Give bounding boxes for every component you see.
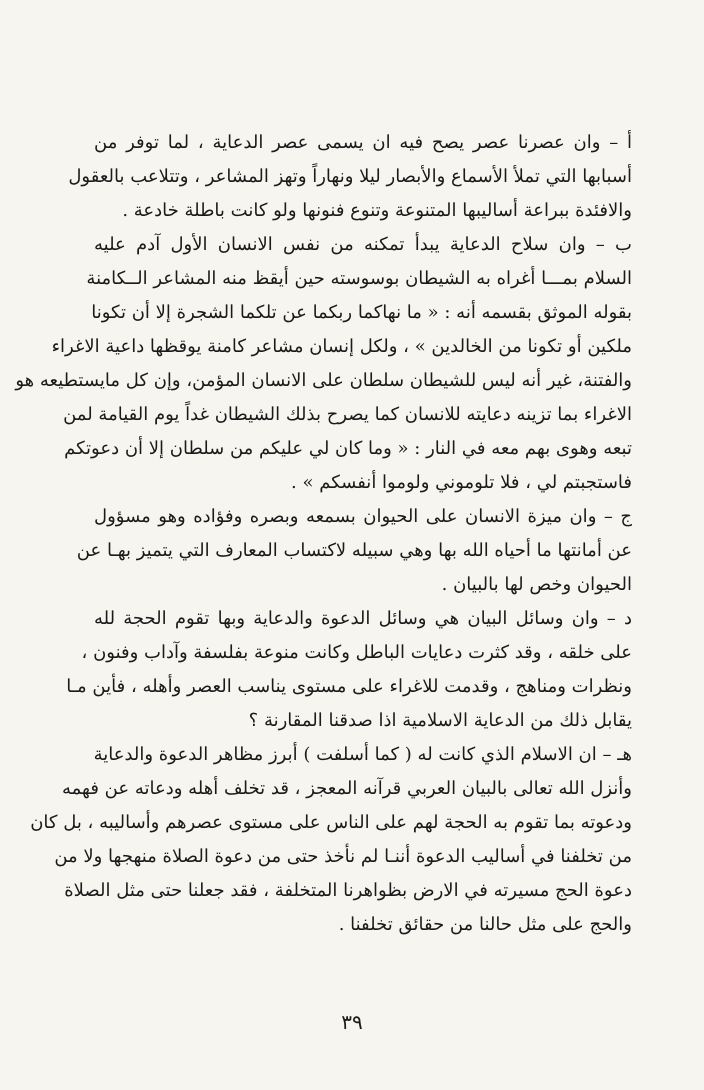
- paragraph-b: [15, 228, 632, 500]
- paragraph-line: يقابل ذلك من الدعاية الاسلامية اذا صدقنا المقارنة ؟: [248, 710, 632, 731]
- paragraph-line: على خلقه ، وقد كثرت دعايات الباطل وكانت منوعة بفلسفة وآداب وفنون ،: [81, 642, 632, 663]
- paragraph-a: [68, 126, 632, 228]
- paragraph-line: ب – وان سلاح الدعاية يبدأ تمكنه من نفس الانسان الأول آدم عليه: [94, 234, 632, 255]
- paragraph-line: د – وان وسائل البيان هي وسائل الدعوة والدعاية وبها تقوم الحجة لله: [94, 608, 632, 629]
- paragraph-line: عن أمانتها ما أحياه الله بها وهي سبيله لاكتساب المعارف التي يتميز بهـا عن: [76, 540, 632, 561]
- paragraph-line: والافئدة ببراعة أساليبها المتنوعة وتنوع فنونها ولو كانت باطلة خادعة .: [122, 200, 632, 221]
- paragraph-line: ونظرات ومناهج ، وقدمت للاغراء على مستوى يناسب العصر وأهله ، فأين مـا: [66, 676, 632, 697]
- paragraph-line: تبعه وهوى بهم معه في النار : « وما كان لي عليكم من سلطان إلا أن دعوتكم: [64, 438, 632, 459]
- paragraph-c: [76, 500, 632, 602]
- paragraph-line: وأنزل الله تعالى بالبيان العربي قرآنه المعجز ، قد تخلف أهله ودعاته عن فهمه: [61, 778, 632, 799]
- paragraph-line: من تخلفنا في أساليب الدعوة أننـا لم نأخذ حتى من دعوة الصلاة منهجها ولا من: [54, 846, 632, 867]
- paragraph-line: الاغراء بما تزينه دعايته للانسان كما يصرح بذلك الشيطان غداً يوم القيامة لمن: [63, 404, 632, 425]
- paragraph-line: السلام بمـــا أغراه به الشيطان بوسوسته حين أيقظ منه المشاعر الــكامنة: [86, 268, 632, 289]
- paragraph-line: أ – وان عصرنا عصر يصح فيه ان يسمى عصر الدعاية ، لما توفر من: [94, 132, 632, 153]
- paragraph-line: والفتنة، غير أنه ليس للشيطان سلطان على الانسان المؤمن، وإن كل مايستطيعه هو: [15, 370, 632, 391]
- paragraph-d: [66, 602, 632, 738]
- paragraph-line: والحج على مثل حالنا من حقائق تخلفنا .: [338, 914, 632, 935]
- page-number: ٣٩: [341, 1010, 363, 1034]
- paragraph-line: فاستجبتم لي ، فلا تلوموني ولوموا أنفسكم » .: [291, 472, 632, 493]
- paragraph-line: أسبابها التي تملأ الأسماع والأبصار ليلا ونهاراً وتهز المشاعر ، وتتلاعب بالعقول: [68, 166, 632, 187]
- paragraph-line: ودعوته بما تقوم به الحجة لهم على الناس على مستوى عصرهم وأساليبه ، بل كان: [30, 812, 632, 833]
- paragraph-line: ج – وان ميزة الانسان على الحيوان بسمعه وبصره وفؤاده وهو مسؤول: [94, 506, 632, 527]
- paragraph-line: دعوة الحج مسيرته في الارض بظواهرنا المتخلفة ، فقد جعلنا حتى مثل الصلاة: [64, 880, 632, 901]
- paragraph-line: ملكين أو تكونا من الخالدين » ، ولكل إنسان مشاعر كامنة يوقظها داعية الاغراء: [51, 336, 632, 357]
- paragraph-line: بقوله الموثق بقسمه أنه : « ما نهاكما ربكما عن تلكما الشجرة إلا أن تكونا: [91, 302, 632, 323]
- paragraph-e: [30, 738, 632, 942]
- body-text: [15, 126, 632, 942]
- paragraph-line: هـ – ان الاسلام الذي كانت له ( كما أسلفت ) أبرز مظاهر الدعوة والدعاية: [93, 744, 632, 765]
- paragraph-line: الحيوان وخص لها بالبيان .: [441, 574, 632, 595]
